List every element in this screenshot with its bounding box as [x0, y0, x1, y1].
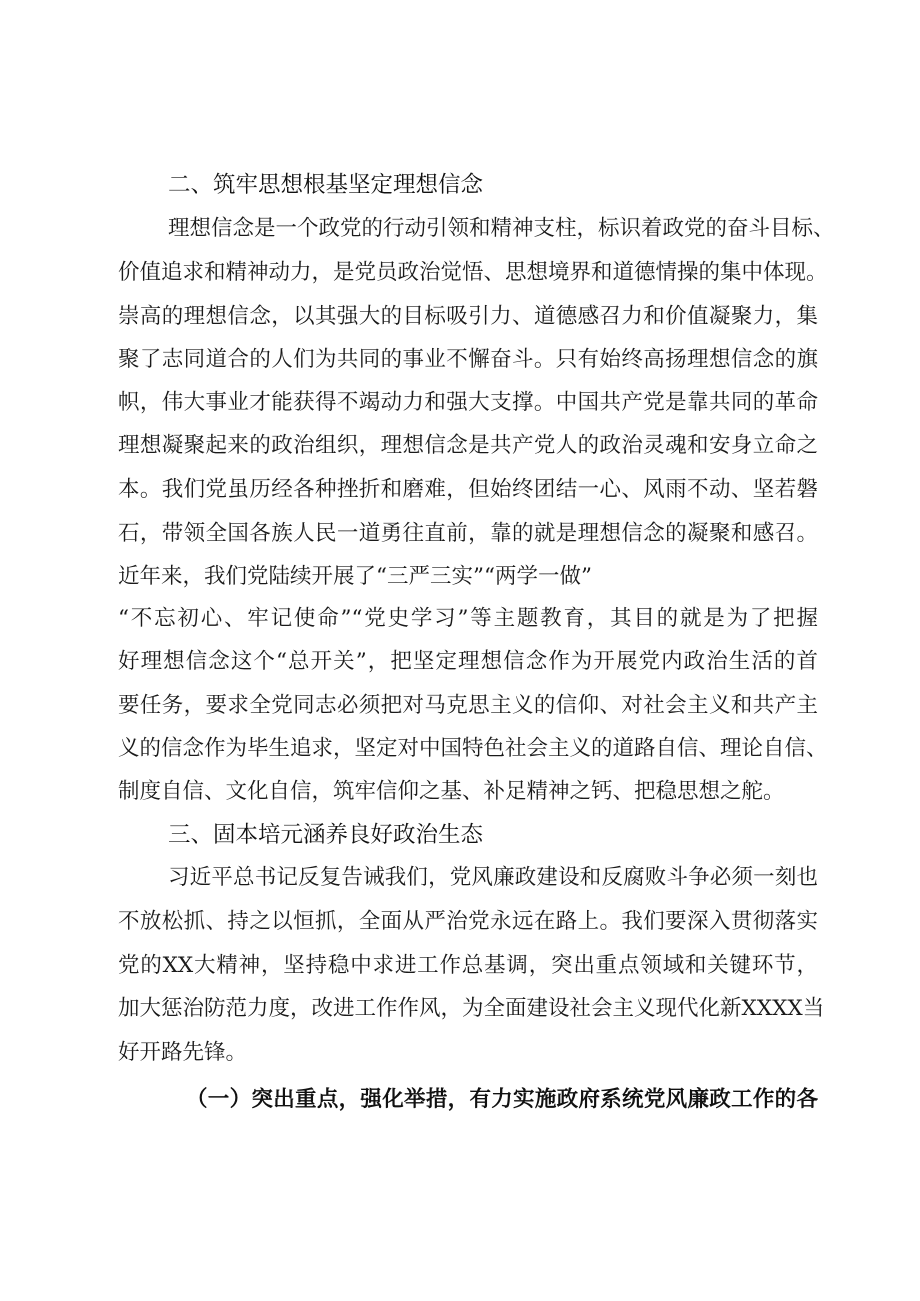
- section-2-heading: 二、筑牢思想根基坚定理想信念: [168, 172, 484, 198]
- paragraph-line: 要任务，要求全党同志必须把对马克思主义的信仰、对社会主义和共产主: [118, 693, 818, 718]
- subsection-1-heading: （一）突出重点，强化举措，有力实施政府系统党风廉政工作的各: [186, 1087, 818, 1112]
- paragraph-line: 加大惩治防范力度，改进工作作风，为全面建设社会主义现代化新XXXX当: [118, 996, 825, 1021]
- paragraph-line: 义的信念作为毕生追求，坚定对中国特色社会主义的道路自信、理论自信、: [118, 736, 828, 761]
- paragraph-line: 石，带领全国各族人民一道勇往直前，靠的就是理想信念的凝聚和感召。: [118, 521, 818, 546]
- paragraph-line: 习近平总书记反复告诫我们，党风廉政建设和反腐败斗争必须一刻也: [168, 865, 818, 890]
- paragraph-line: 聚了志同道合的人们为共同的事业不懈奋斗。只有始终高扬理想信念的旗: [118, 347, 818, 372]
- paragraph-line: 党的XX大精神，坚持稳中求进工作总基调，突出重点领域和关键环节，: [118, 953, 818, 978]
- paragraph-line: 好理想信念这个“总开关”，把坚定理想信念作为开展党内政治生活的首: [118, 649, 818, 674]
- paragraph-line: 理想信念是一个政党的行动引领和精神支柱，标识着政党的奋斗目标、: [168, 216, 835, 241]
- paragraph-line: “不忘初心、牢记使命”“党史学习”等主题教育，其目的就是为了把握: [118, 606, 818, 631]
- paragraph-line: 本。我们党虽历经各种挫折和磨难，但始终团结一心、风雨不动、坚若磐: [118, 477, 818, 502]
- paragraph-line: 好开路先锋。: [118, 1040, 248, 1065]
- paragraph-line: 帜，伟大事业才能获得不竭动力和强大支撑。中国共产党是靠共同的革命: [118, 390, 818, 415]
- paragraph-line: 价值追求和精神动力，是党员政治觉悟、思想境界和道德情操的集中体现。: [118, 260, 828, 285]
- paragraph-line: 不放松抓、持之以恒抓，全面从严治党永远在路上。我们要深入贯彻落实: [118, 909, 818, 934]
- paragraph-line: 制度自信、文化自信，筑牢信仰之基、补足精神之钙、把稳思想之舵。: [118, 779, 785, 804]
- section-3-heading: 三、固本培元涵养良好政治生态: [168, 822, 484, 848]
- paragraph-line: 理想凝聚起来的政治组织，理想信念是共产党人的政治灵魂和安身立命之: [118, 433, 818, 458]
- paragraph-line: 近年来，我们党陆续开展了“三严三实”“两学一做”: [118, 564, 592, 589]
- paragraph-line: 崇高的理想信念，以其强大的目标吸引力、道德感召力和价值凝聚力，集: [118, 304, 818, 329]
